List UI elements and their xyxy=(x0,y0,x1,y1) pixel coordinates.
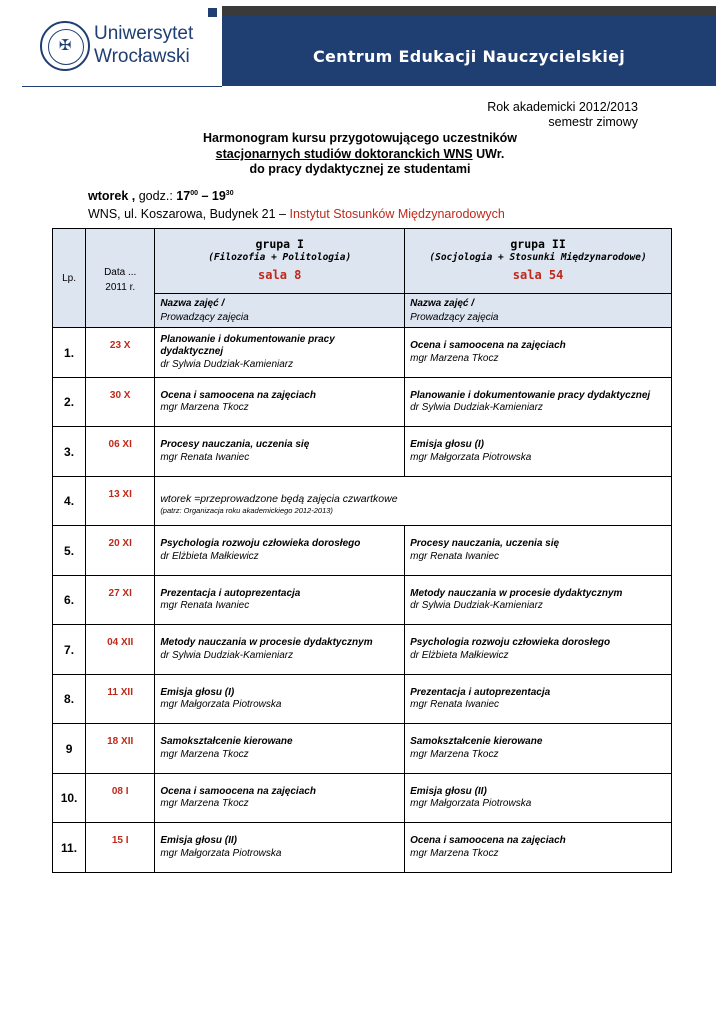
group1-class xyxy=(155,576,405,625)
hour-start: 17 xyxy=(176,189,191,203)
hour-start-min: 00 xyxy=(190,189,198,197)
class-title: Prezentacja i autoprezentacja xyxy=(160,587,301,599)
class-title: Metody nauczania w procesie dydaktycznym xyxy=(410,587,623,599)
col-header-date-line2: 2011 r. xyxy=(105,282,136,293)
table-row xyxy=(53,675,672,724)
group1-class xyxy=(155,378,405,427)
row-date: 30 X xyxy=(86,378,155,427)
group1-subheader-person: Prowadzący zajęcia xyxy=(160,312,249,323)
row-date: 08 I xyxy=(86,774,155,823)
class-teacher: mgr Marzena Tkocz xyxy=(160,402,249,413)
class-teacher: mgr Renata Iwaniec xyxy=(160,600,250,611)
row-date: 20 XI xyxy=(86,526,155,576)
group1-name: grupa I xyxy=(255,237,304,251)
group2-class xyxy=(405,625,672,675)
group1-subheader xyxy=(155,294,405,328)
location-address: WNS, ul. Koszarowa, Budynek 21 – xyxy=(88,207,290,221)
table-row xyxy=(53,427,672,477)
group2-subheader-title: Nazwa zajęć / xyxy=(410,298,475,309)
group1-class xyxy=(155,328,405,378)
group2-name: grupa II xyxy=(510,237,566,251)
logo-text-line1: Uniwersytet xyxy=(94,23,194,44)
university-logo xyxy=(22,6,222,86)
heading-line3: do pracy dydaktycznej ze studentami xyxy=(249,162,471,176)
row-date: 06 XI xyxy=(86,427,155,477)
class-teacher: mgr Marzena Tkocz xyxy=(410,847,499,859)
class-teacher: mgr Renata Iwaniec xyxy=(410,550,500,562)
class-teacher: mgr Małgorzata Piotrowska xyxy=(160,847,282,859)
merged-note-sub: (patrz: Organizacja roku akademickiego 2012-2013) xyxy=(160,506,333,515)
page-title: Centrum Edukacji Nauczycielskiej xyxy=(312,47,626,66)
row-number: 5. xyxy=(53,526,86,576)
class-title: Emisja głosu (II) xyxy=(160,835,237,846)
group2-class xyxy=(405,427,672,477)
group2-class xyxy=(405,328,672,378)
col-header-lp: Lp. xyxy=(53,229,86,328)
class-title: Metody nauczania w procesie dydaktycznym xyxy=(160,637,373,648)
group2-class xyxy=(405,823,672,873)
class-title: Ocena i samoocena na zajęciach xyxy=(410,835,566,846)
university-seal-icon: ✠ xyxy=(40,21,90,71)
row-number: 4. xyxy=(53,477,86,526)
group2-room: sala 54 xyxy=(512,268,564,282)
group2-class xyxy=(405,774,672,823)
class-title: Samokształcenie kierowane xyxy=(410,736,543,747)
class-teacher: mgr Marzena Tkocz xyxy=(160,748,249,760)
schedule-table xyxy=(52,228,672,873)
table-row xyxy=(53,774,672,823)
class-title: Psychologia rozwoju człowieka dorosłego xyxy=(160,538,361,549)
group1-class xyxy=(155,526,405,576)
class-title: Psychologia rozwoju człowieka dorosłego xyxy=(410,637,611,648)
class-title: Emisja głosu (I) xyxy=(410,439,485,450)
class-teacher: mgr Renata Iwaniec xyxy=(160,451,250,463)
heading-line2-main: stacjonarnych studiów doktoranckich WNS xyxy=(215,147,473,161)
row-number: 8. xyxy=(53,675,86,724)
class-title: Ocena i samoocena na zajęciach xyxy=(410,340,566,351)
schedule-day: wtorek , xyxy=(88,189,136,203)
row-date: 13 XI xyxy=(86,477,155,526)
group2-class xyxy=(405,378,672,427)
group1-header xyxy=(155,229,405,294)
group2-class xyxy=(405,576,672,625)
row-number: 2. xyxy=(53,378,86,427)
class-teacher: mgr Małgorzata Piotrowska xyxy=(410,451,532,463)
group2-class xyxy=(405,675,672,724)
class-teacher: mgr Marzena Tkocz xyxy=(160,798,249,809)
merged-note-text: wtorek =przeprowadzone będą zajęcia czwartkowe xyxy=(160,493,398,505)
class-teacher: mgr Małgorzata Piotrowska xyxy=(160,699,282,710)
table-row xyxy=(53,477,672,526)
group1-subtitle: (Filozofia + Politologia) xyxy=(208,252,352,263)
row-number: 6. xyxy=(53,576,86,625)
row-number: 11. xyxy=(53,823,86,873)
class-teacher: dr Sylwia Dudziak-Kamieniarz xyxy=(160,358,294,370)
table-row xyxy=(53,378,672,427)
class-teacher: mgr Marzena Tkocz xyxy=(410,748,499,760)
merged-note xyxy=(155,477,672,526)
table-row xyxy=(53,328,672,378)
table-row xyxy=(53,526,672,576)
hour-end: 19 xyxy=(211,189,226,203)
col-header-date xyxy=(86,229,155,328)
group1-class xyxy=(155,823,405,873)
group1-class xyxy=(155,625,405,675)
group1-class xyxy=(155,724,405,774)
heading-line1: Harmonogram kursu przygotowującego uczestników xyxy=(203,131,517,145)
table-row xyxy=(53,576,672,625)
class-teacher: dr Elżbieta Małkiewicz xyxy=(410,649,509,661)
col-header-date-line1: Data ... xyxy=(104,267,137,278)
group2-subtitle: (Socjologia + Stosunki Międzynarodowe) xyxy=(429,252,647,263)
class-title: Emisja głosu (II) xyxy=(410,785,487,797)
group1-subheader-title: Nazwa zajęć / xyxy=(160,298,225,309)
class-teacher: dr Sylwia Dudziak-Kamieniarz xyxy=(410,600,543,611)
class-title: Emisja głosu (I) xyxy=(160,686,235,698)
row-number: 10. xyxy=(53,774,86,823)
table-row xyxy=(53,724,672,774)
class-title: Procesy nauczania, uczenia się xyxy=(410,538,560,549)
heading-line2 xyxy=(90,147,630,161)
class-teacher: mgr Marzena Tkocz xyxy=(410,352,499,364)
group1-class xyxy=(155,675,405,724)
row-date: 04 XII xyxy=(86,625,155,675)
group2-subheader-person: Prowadzący zajęcia xyxy=(410,312,499,323)
row-number: 1. xyxy=(53,328,86,378)
class-title: Samokształcenie kierowane xyxy=(160,736,293,747)
group2-header xyxy=(405,229,672,294)
row-date: 23 X xyxy=(86,328,155,378)
group2-class xyxy=(405,526,672,576)
group2-class xyxy=(405,724,672,774)
class-teacher: dr Sylwia Dudziak-Kamieniarz xyxy=(410,402,543,413)
class-teacher: dr Elżbieta Małkiewicz xyxy=(160,550,259,562)
table-row xyxy=(53,625,672,675)
row-number: 3. xyxy=(53,427,86,477)
class-title: Ocena i samoocena na zajęciach xyxy=(160,389,316,401)
semester: semestr zimowy xyxy=(548,115,638,129)
row-date: 11 XII xyxy=(86,675,155,724)
class-teacher: mgr Renata Iwaniec xyxy=(410,699,500,710)
institute-name: Instytut Stosunków Międzynarodowych xyxy=(289,207,505,221)
class-title: Ocena i samoocena na zajęciach xyxy=(160,785,316,797)
class-title: Planowanie i dokumentowanie pracy dydaktycznej xyxy=(160,333,335,358)
row-date: 15 I xyxy=(86,823,155,873)
hours-label: godz.: xyxy=(138,189,173,203)
group1-room: sala 8 xyxy=(258,268,302,282)
group1-class xyxy=(155,427,405,477)
row-number: 7. xyxy=(53,625,86,675)
group2-subheader xyxy=(405,294,672,328)
class-title: Prezentacja i autoprezentacja xyxy=(410,686,551,698)
header-banner xyxy=(222,6,716,86)
class-teacher: dr Sylwia Dudziak-Kamieniarz xyxy=(160,649,294,661)
class-teacher: mgr Małgorzata Piotrowska xyxy=(410,798,532,809)
hour-end-min: 30 xyxy=(225,189,234,197)
row-number: 9 xyxy=(53,724,86,774)
class-title: Planowanie i dokumentowanie pracy dydaktycznej xyxy=(410,389,651,401)
logo-text-line2: Wrocławski xyxy=(94,46,190,67)
schedule-time xyxy=(88,189,234,203)
row-date: 27 XI xyxy=(86,576,155,625)
table-header-row xyxy=(53,229,672,294)
table-row xyxy=(53,823,672,873)
row-date: 18 XII xyxy=(86,724,155,774)
location-line xyxy=(88,207,505,221)
academic-year: Rok akademicki 2012/2013 xyxy=(487,100,638,114)
hour-sep: – xyxy=(197,189,212,203)
header-divider xyxy=(22,86,222,87)
heading-line2-suffix: UWr. xyxy=(472,147,505,161)
class-title: Procesy nauczania, uczenia się xyxy=(160,439,310,450)
group1-class xyxy=(155,774,405,823)
